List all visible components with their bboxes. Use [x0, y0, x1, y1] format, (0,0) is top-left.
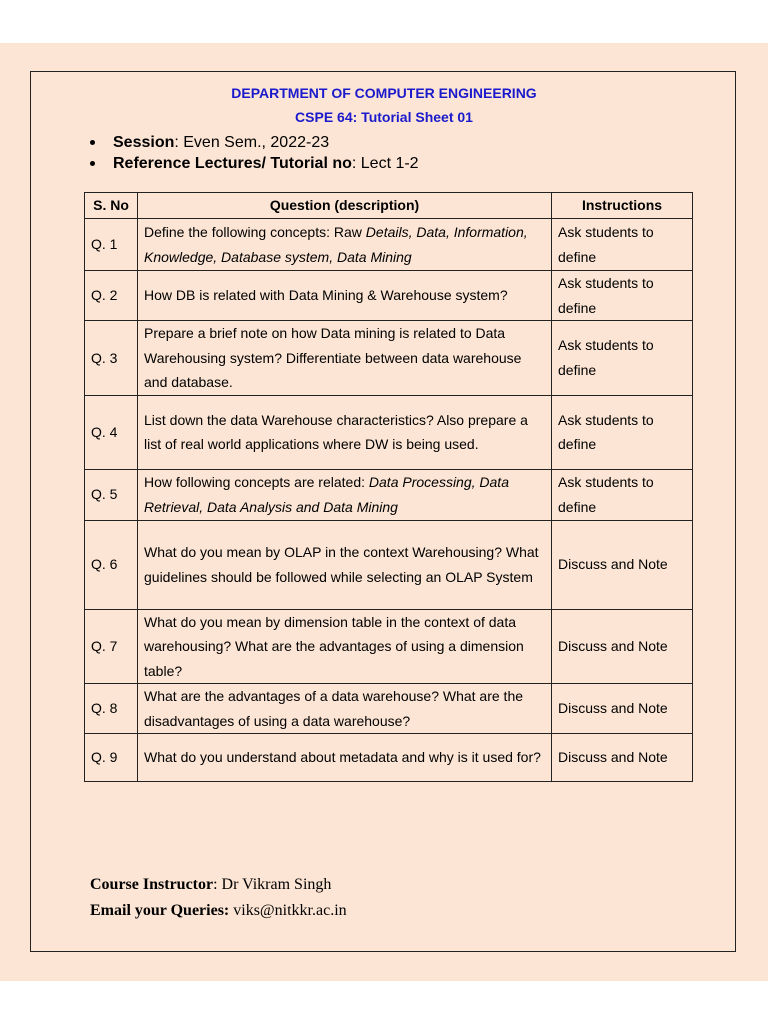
table-row: [85, 734, 693, 782]
question-italic-text: Details, Data, Information, Knowledge, Database system, Data Mining: [144, 224, 528, 265]
header-sno: S. No: [85, 193, 138, 219]
question-italic-text: Data Processing, Data Retrieval, Data Analysis and Data Mining: [144, 474, 509, 515]
question-text: [138, 469, 552, 520]
session-label: Session: [113, 134, 175, 151]
question-plain-text: List down the data Warehouse characteristics? Also prepare a list of real world applications where DW is being used.: [144, 411, 528, 452]
question-plain-text: Prepare a brief note on how Data mining is related to Data Warehousing system? Differentiate between data warehouse and database.: [144, 325, 522, 390]
question-plain-text: What do you mean by OLAP in the context Warehousing? What guidelines should be followed while selecting an OLAP System: [144, 544, 539, 585]
department-title: DEPARTMENT OF COMPUTER ENGINEERING: [231, 85, 537, 101]
question-text: [138, 684, 552, 734]
instructor-value: : Dr Vikram Singh: [213, 876, 332, 893]
question-number: Q. 6: [85, 520, 138, 609]
question-plain-text: How following concepts are related:: [144, 474, 369, 490]
question-number: Q. 8: [85, 684, 138, 734]
question-plain-text: What are the advantages of a data warehouse? What are the disadvantages of using a data warehouse?: [144, 688, 524, 729]
question-number: Q. 2: [85, 271, 138, 321]
instruction-text: Ask students to define: [552, 219, 693, 271]
question-text: [138, 271, 552, 321]
question-plain-text: Define the following concepts: Raw: [144, 224, 366, 240]
question-plain-text: What do you understand about metadata and why is it used for?: [144, 749, 541, 766]
email-label: Email your Queries:: [90, 902, 230, 919]
instruction-text: Discuss and Note: [552, 520, 693, 609]
instructor-label: Course Instructor: [90, 876, 214, 893]
instruction-text: Ask students to define: [552, 271, 693, 321]
reference-label: Reference Lectures/ Tutorial no: [113, 155, 352, 172]
table-row: [85, 609, 693, 684]
question-plain-text: How DB is related with Data Mining & Warehouse system?: [144, 287, 508, 304]
question-number: Q. 7: [85, 609, 138, 684]
header-question: Question (description): [138, 193, 552, 219]
header-instructions: Instructions: [552, 193, 693, 219]
session-value: : Even Sem., 2022-23: [174, 134, 330, 151]
question-number: Q. 3: [85, 321, 138, 396]
session-info-list: [88, 132, 419, 174]
session-item: [88, 132, 419, 153]
instructor-line: [90, 876, 331, 894]
question-number: Q. 1: [85, 219, 138, 271]
table-row: [85, 271, 693, 321]
table-row: [85, 684, 693, 734]
question-text: [138, 520, 552, 609]
question-number: Q. 4: [85, 395, 138, 469]
table-row: [85, 219, 693, 271]
email-line: [90, 902, 347, 920]
instruction-text: Ask students to define: [552, 321, 693, 396]
question-number: Q. 5: [85, 469, 138, 520]
table-header-row: [85, 193, 693, 219]
question-text: [138, 321, 552, 396]
reference-value: : Lect 1-2: [351, 155, 419, 172]
instruction-text: Discuss and Note: [552, 734, 693, 782]
question-text: [138, 734, 552, 782]
question-text: [138, 395, 552, 469]
reference-item: [88, 153, 419, 174]
email-value: viks@nitkkr.ac.in: [229, 902, 347, 919]
instruction-text: Discuss and Note: [552, 609, 693, 684]
question-plain-text: What do you mean by dimension table in the context of data warehousing? What are the advantages of using a dimension table?: [144, 613, 524, 679]
table-row: [85, 321, 693, 396]
table-row: [85, 520, 693, 609]
instruction-text: Ask students to define: [552, 469, 693, 520]
instruction-text: Ask students to define: [552, 395, 693, 469]
instruction-text: Discuss and Note: [552, 684, 693, 734]
table-row: [85, 395, 693, 469]
question-number: Q. 9: [85, 734, 138, 782]
question-table: [84, 192, 693, 782]
table-row: [85, 469, 693, 520]
question-text: [138, 219, 552, 271]
question-text: [138, 609, 552, 684]
course-title: CSPE 64: Tutorial Sheet 01: [295, 109, 473, 125]
